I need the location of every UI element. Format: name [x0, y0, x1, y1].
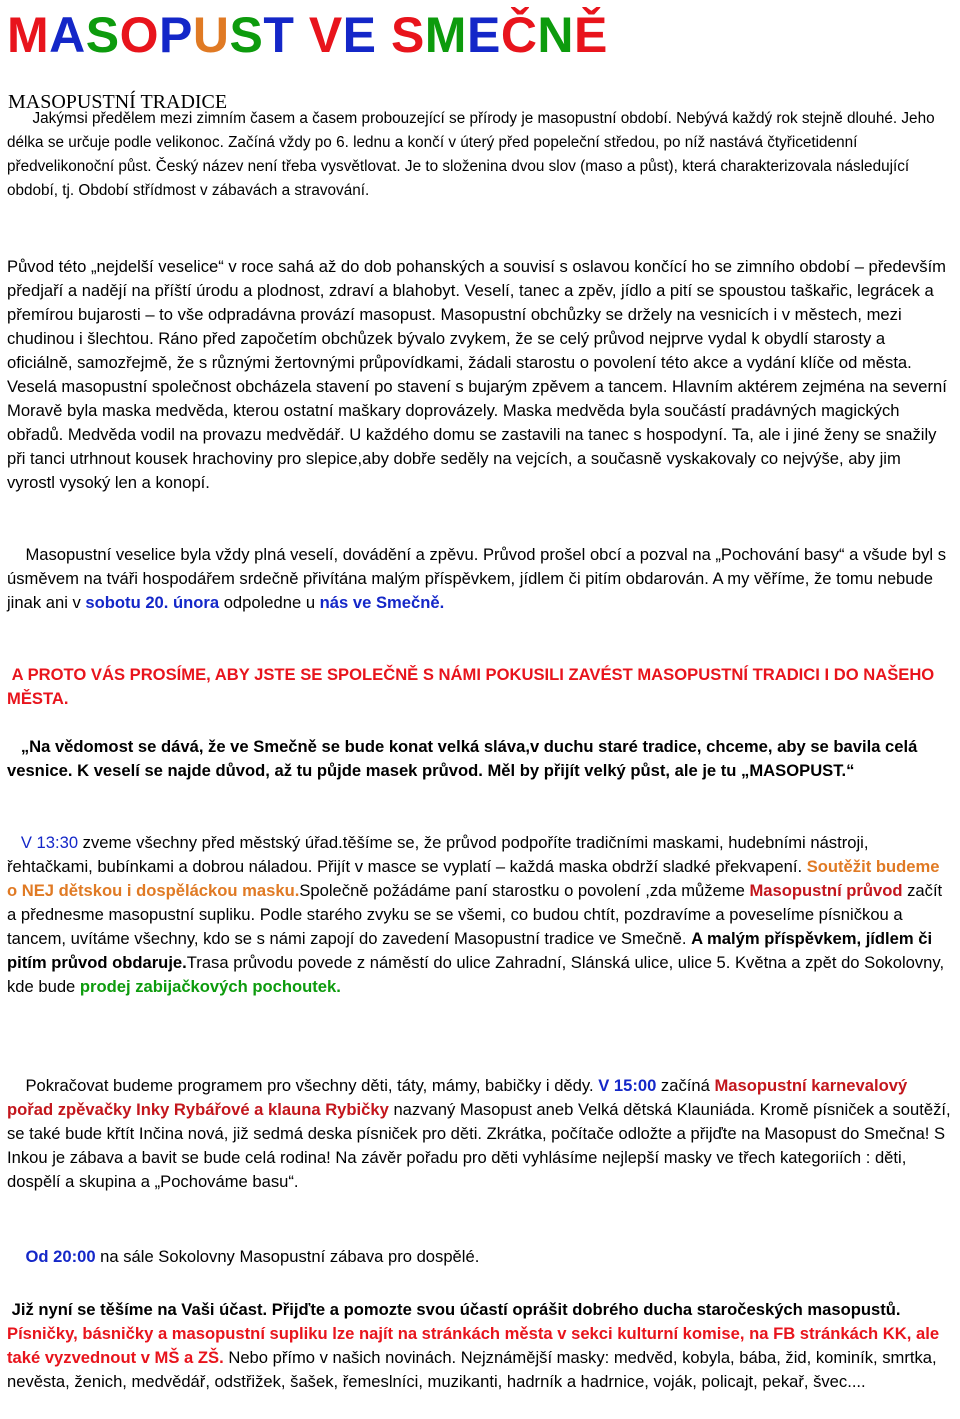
title-letter — [294, 7, 308, 63]
title-letter — [377, 7, 391, 63]
title-letter: Č — [500, 7, 538, 63]
text-run — [7, 833, 21, 852]
title-letter: A — [49, 7, 86, 63]
title-letter: E — [466, 7, 501, 63]
text-run: Od 20:00 — [25, 1247, 96, 1266]
text-run: nazvaný Masopust aneb Velká dětská Klauniáda. Kromě písniček a soutěží, se také bude křtít Inčina nová, již sedmá deska písniček pro děti. Zkrátka, počítače odložte a přijďte na Masopust do Smečna! S Inkou je zábava a bavit se bude celá rodina! Na závěr pořadu pro děti vyhlásíme nejlepší masky ve třech kategoriích : děti, dospělí a skupina a „Pochováme basu“. — [7, 1100, 951, 1191]
paragraph — [7, 1298, 953, 1394]
text-run: „Na vědomost se dává, že ve Smečně se bude konat velká sláva,v duchu staré tradice, chceme, aby se bavila celá vesnice. K veselí se najde důvod, až tu půjde masek průvod. Měl by přijít velký půst, ale je tu „MASOPUST.“ — [7, 737, 918, 780]
text-run: Nebo přímo v našich novinách. Nejznámější masky: medvěd, kobyla, bába, žid, kominík, smrtka, nevěsta, ženich, medvědář, odstřižek, šašek, řemeslníci, muzikanti, hadrník a hadrnice, voják, policajt, pekař, švec.... — [7, 1348, 937, 1391]
title-letter: O — [119, 7, 160, 63]
text-run: začíná — [656, 1076, 715, 1095]
paragraph — [7, 1245, 953, 1269]
title-letter: S — [229, 7, 264, 63]
title-letter: T — [263, 7, 295, 63]
text-run: Společně požádáme paní starostku o povolení ,zda můžeme — [299, 881, 750, 900]
title-letter: U — [192, 7, 230, 63]
text-run: Původ této „nejdelší veselice“ v roce sahá až do dob pohanských a souvisí s oslavou končící ho se zimního období – především předjaří a nadějí na příští úrodu a plodnost, zdraví a blahobyt. Veselí, tanec a zpěv, jídlo a pití se spoustou taškařic, legrácek a přemírou bujarosti – to vše odpradávna provází masopust. Masopustní obchůzky se držely na vesnicích i v městech, mezi chudinou i šlechtou. Ráno před započetím obchůzek bývalo zvykem, že se celý průvod nejprve vydal k obydlí starosty a oficiálně, samozřejmě, že s různými žertovnými průpovídkami, žádali starostu o povolení této akce a vydání klíče od města. Veselá masopustní společnost obcházela stavení po stavení s bujarým zpěvem a tancem. Hlavním aktérem zejména na severní Moravě byla maska medvěda, kterou ostatní maškary doprovázely. Maska medvěda byla součástí pradávných magických obřadů. Medvěda vodil na provazu medvědář. U každého domu se zastavili na tanec s hospodyní. Ta, ale i jiné ženy se snažily při tanci utrhnout kousek hrachoviny pro slepice,aby dobře seděly na vejcích, a současně vyskakovaly co nejvýše, aby jim vyrostl vysoký len a konopí. — [7, 257, 947, 492]
title-letter: V — [308, 7, 343, 63]
text-run: Trasa průvodu povede z náměstí do ulice Zahradní, Slánská ulice, ulice 5. Května a zpět do Sokolovny, kde bude — [7, 953, 945, 996]
text-run: Písničky, básničky a masopustní supliku lze najít na stránkách města v sekci kulturní komise, na FB stránkách KK, ale také vyzvednout v MŠ a ZŠ. — [7, 1324, 940, 1367]
title-letter: Ě — [574, 7, 608, 63]
paragraph — [7, 1074, 953, 1194]
text-run: V 15:00 — [598, 1076, 657, 1095]
title-letter: M — [424, 7, 467, 63]
title-letter: S — [390, 7, 425, 63]
text-run: Masopustní veselice byla vždy plná veselí, dovádění a zpěvu. Průvod prošel obcí a pozval na „Pochování basy“ a všude byl s úsměvem na tváři hospodářem srdečně přivítána malým příspěvkem, jídlem či pitím obdarován. A my věříme, že tomu nebude jinak ani v — [7, 545, 946, 612]
text-run — [7, 1247, 25, 1266]
text-run: A malým příspěvkem, jídlem či pitím průvod obdaruje. — [7, 929, 933, 972]
text-run: Již nyní se těšíme na Vaši účast. Přijďte a pomozte svou účastí oprášit dobrého ducha staročeských masopustů. — [7, 1300, 901, 1319]
subtitle: MASOPUSTNÍ TRADICE — [8, 91, 228, 113]
text-run: na sále Sokolovny Masopustní zábava pro dospělé. — [95, 1247, 480, 1266]
text-run: prodej zabijačkových pochoutek. — [79, 977, 341, 996]
text-run: nás ve Smečně. — [319, 593, 445, 612]
paragraph — [7, 255, 953, 495]
title-letter: M — [7, 7, 50, 63]
text-run: Pokračovat budeme programem pro všechny děti, táty, mámy, babičky i dědy. — [7, 1076, 599, 1095]
page-title — [7, 6, 953, 64]
paragraph — [7, 543, 953, 615]
text-run: sobotu 20. února — [85, 593, 220, 612]
text-run: začít a přednesme masopustní supliku. Podle starého zvyku se se všemi, co budou chtít, pozdravíme a poveselíme písničkou a tancem, uvítáme všechny, kdo se s námi zapojí do zavedení Masopustní tradice ve Smečně. — [7, 881, 943, 948]
text-run: Jakýmsi předělem mezi zimním časem a časem probouzející se přírody je masopustní období. Nebývá každý rok stejně dlouhé. Jeho délka se určuje podle velikonoc. Začíná vždy po 6. lednu a končí v úterý před popeleční středou, po níž nastává čtyřicetidenní předvelikonoční půst. Český název není třeba vysvětlovat. Je to složenina dvou slov (maso a půst), která charakterizovala následující období, tj. Období střídmost v zábavách a stravování. — [7, 110, 935, 199]
text-run: odpoledne u — [219, 593, 320, 612]
text-run: Soutěžit budeme o NEJ dětskou i dospěláckou masku. — [7, 857, 940, 900]
paragraph — [7, 107, 953, 203]
document-page — [7, 0, 953, 1391]
text-run: Masopustní průvod — [749, 881, 903, 900]
title-letter: S — [85, 7, 120, 63]
paragraph — [7, 831, 953, 999]
paragraph — [7, 735, 953, 783]
text-run: Masopustní karnevalový pořad zpěvačky Inky Rybářové a klauna Rybičky — [7, 1076, 908, 1119]
text-run: A PROTO VÁS PROSÍME, ABY JSTE SE SPOLEČNĚ S NÁMI POKUSILI ZAVÉST MASOPUSTNÍ TRADICI I DO NAŠEHO MĚSTA. — [7, 665, 935, 708]
text-run: V 13:30 — [20, 833, 79, 852]
paragraph — [7, 663, 953, 711]
text-run: zveme všechny před městský úřad.těšíme se, že průvod podpoříte tradičními maskami, hudebními nástroji, řehtačkami, bubínkami a dobrou náladou. Přijít v masce se vyplatí – každá maska obdrží sladké překvapení. — [7, 833, 869, 876]
title-letter: P — [159, 7, 193, 63]
title-letter: N — [537, 7, 575, 63]
title-letter: E — [342, 7, 377, 63]
